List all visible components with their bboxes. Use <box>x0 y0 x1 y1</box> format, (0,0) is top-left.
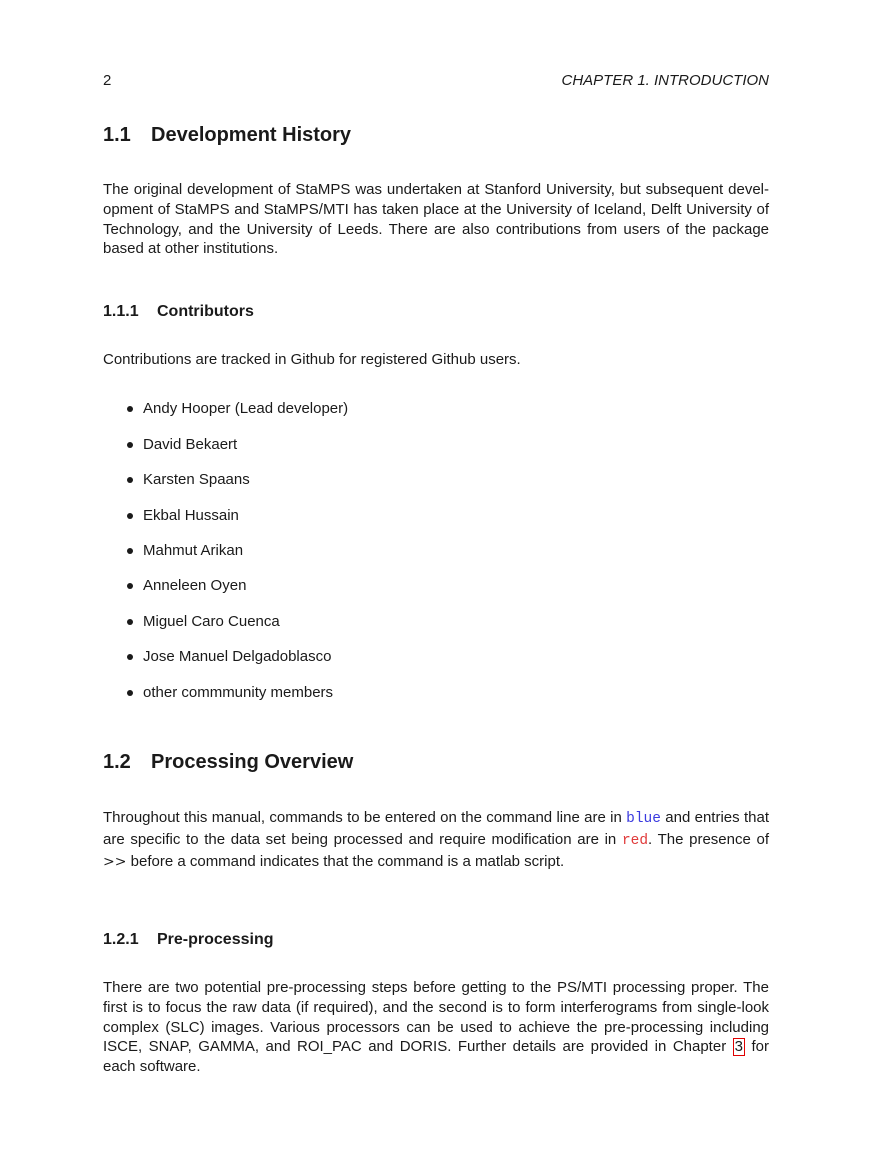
subsection-heading-pre-processing <box>103 931 273 949</box>
list-item: David Bekaert <box>143 435 237 455</box>
list-item: Andy Hooper (Lead developer) <box>143 399 348 419</box>
chapter-title: CHAPTER 1. INTRODUCTION <box>561 72 769 89</box>
bullet-icon <box>127 548 133 554</box>
bullet-icon <box>127 513 133 519</box>
document-page <box>103 0 769 1155</box>
section-heading-processing-overview <box>103 751 353 774</box>
bullet-icon <box>127 477 133 483</box>
section-heading-development-history <box>103 124 351 147</box>
subsection-heading-contributors <box>103 303 254 321</box>
page-number: 2 <box>103 72 112 89</box>
list-item: Mahmut Arikan <box>143 541 243 561</box>
running-header <box>103 72 769 92</box>
list-item: Jose Manuel Delgadoblasco <box>143 647 331 667</box>
subsection-title: Pre-processing <box>157 931 274 948</box>
pre-processing-paragraph: There are two potential pre-processing steps before getting to the PS/MTI processing proper. The first is to focus the raw data (if required), and the second is to form interferograms from single-look complex (SLC) images. Various processors can be used to achieve the pre-processing including ISCE, SNAP, GAMMA, and ROI_PAC and DORIS. Further details are provided in Chapter 3 for each software. <box>103 979 769 1076</box>
chapter-reference-link[interactable]: 3 <box>734 1038 744 1056</box>
section-title: Processing Overview <box>151 751 354 773</box>
section-title: Development History <box>151 124 352 146</box>
list-item: Karsten Spaans <box>143 470 250 490</box>
blue-command-example: blue <box>626 811 661 827</box>
bullet-icon <box>127 654 133 660</box>
bullet-icon <box>127 619 133 625</box>
list-item: Miguel Caro Cuenca <box>143 612 280 632</box>
list-item: Ekbal Hussain <box>143 506 239 526</box>
subsection-number: 1.1.1 <box>103 303 139 320</box>
section-number: 1.2 <box>103 751 131 773</box>
subsection-title: Contributors <box>157 303 254 320</box>
list-item: Anneleen Oyen <box>143 576 246 596</box>
red-entry-example: red <box>621 832 649 849</box>
bullet-icon <box>127 690 133 696</box>
development-history-paragraph: The original development of StaMPS was undertaken at Stanford University, but subsequent devel-opment of StaMPS and StaMPS/MTI has taken place at the University of Iceland, Delft University of Technology, and the University of Leeds. There are also contributions from users of the package based at other institutions. <box>103 181 769 258</box>
list-item: other commmunity members <box>143 683 333 703</box>
subsection-number: 1.2.1 <box>103 931 139 948</box>
bullet-icon <box>127 406 133 412</box>
contributors-paragraph: Contributions are tracked in Github for registered Github users. <box>103 351 521 368</box>
bullet-icon <box>127 583 133 589</box>
matlab-prompt-symbol: >> <box>103 853 127 870</box>
section-number: 1.1 <box>103 124 131 146</box>
bullet-icon <box>127 442 133 448</box>
processing-overview-paragraph: Throughout this manual, commands to be entered on the command line are in blue and entries that are specific to the data set being processed and require modification are in red. The presence of >> before a command indicates that the command is a matlab script. <box>103 809 770 870</box>
